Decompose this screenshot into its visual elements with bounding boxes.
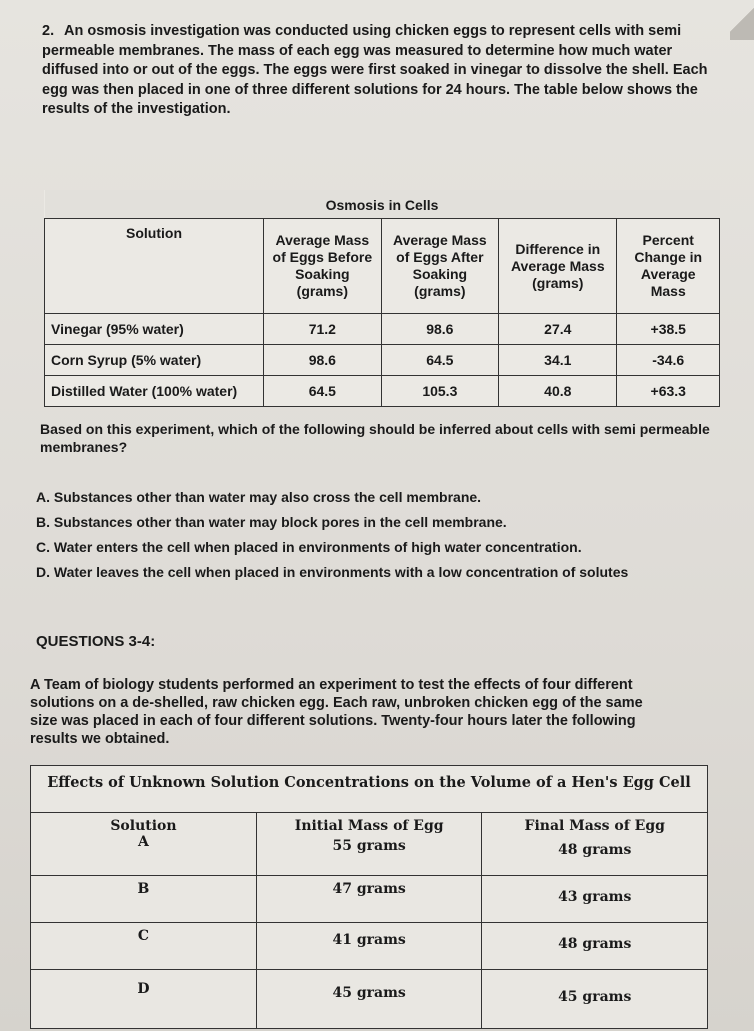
answer-options: [36, 488, 726, 588]
header-final-mass: Final Mass of Egg: [524, 818, 665, 834]
cell-percent-change: +38.5: [617, 314, 720, 345]
cell-mass-before: 98.6: [264, 345, 382, 376]
header-initial-mass: Initial Mass of Egg: [294, 818, 444, 834]
egg-volume-table-title: Effects of Unknown Solution Concentrations on the Volume of a Hen's Egg Cell: [31, 766, 708, 813]
header-solution-2: Solution: [110, 818, 177, 834]
initial-mass-cell: [256, 813, 482, 876]
final-mass-cell: [482, 813, 708, 876]
table-row: [31, 813, 708, 876]
osmosis-table-header-row: [45, 219, 720, 314]
cell-mass-before: 71.2: [264, 314, 382, 345]
cell-final-mass: 48 grams: [558, 842, 632, 858]
cell-final-mass: 43 grams: [558, 889, 632, 905]
cell-difference: 27.4: [499, 314, 617, 345]
cell-solution: A: [138, 834, 149, 850]
header-difference: Difference in Average Mass (grams): [499, 219, 617, 314]
table-row: [45, 314, 720, 345]
cell-solution: B: [137, 881, 150, 897]
header-solution: Solution: [45, 219, 264, 314]
cell-mass-before: 64.5: [264, 376, 382, 407]
table-row: [45, 345, 720, 376]
option-a[interactable]: A. Substances other than water may also cross the cell membrane.: [36, 489, 482, 505]
cell-initial-mass: 41 grams: [332, 932, 406, 948]
cell-solution: Vinegar (95% water): [45, 314, 264, 345]
cell-final-mass: 45 grams: [558, 989, 632, 1005]
table-row: [31, 970, 708, 1029]
table-row: [31, 876, 708, 923]
solution-cell: [31, 813, 257, 876]
osmosis-table: [44, 190, 720, 407]
questions-3-4-paragraph: A Team of biology students performed an experiment to test the effects of four different solutions on a de-shelled, raw chicken egg. Each raw, unbroken chicken egg of the same size was placed in each of four different solutions. Twenty-four hours later the following results we obtained.: [30, 677, 643, 747]
section-title: QUESTIONS 3-4:: [36, 633, 156, 650]
cell-solution: D: [137, 981, 150, 997]
cell-difference: 40.8: [499, 376, 617, 407]
header-percent-change: Percent Change in Average Mass: [617, 219, 720, 314]
cell-percent-change: -34.6: [617, 345, 720, 376]
cell-difference: 34.1: [499, 345, 617, 376]
cell-solution: C: [137, 928, 150, 944]
question-2: [42, 22, 722, 120]
cell-final-mass: 48 grams: [558, 936, 632, 952]
cell-initial-mass: 45 grams: [332, 985, 406, 1001]
question-prompt: Based on this experiment, which of the following should be inferred about cells with semi permeable membranes?: [40, 421, 710, 455]
table-row: [45, 376, 720, 407]
cell-mass-after: 105.3: [381, 376, 499, 407]
egg-volume-table: [30, 765, 708, 1029]
question-2-text: An osmosis investigation was conducted using chicken eggs to represent cells with semi permeable membranes. The mass of each egg was measured to determine how much water diffused into or out of the eggs. The eggs were first soaked in vinegar to dissolve the shell. Each egg was then placed in one of three different solutions for 24 hours. The table below shows the results of the investigation.: [42, 23, 708, 117]
header-mass-after: Average Mass of Eggs After Soaking (grams): [381, 219, 499, 314]
cell-mass-after: 98.6: [381, 314, 499, 345]
option-c[interactable]: C. Water enters the cell when placed in environments of high water concentration.: [36, 539, 582, 555]
cell-solution: Distilled Water (100% water): [45, 376, 264, 407]
cell-solution: Corn Syrup (5% water): [45, 345, 264, 376]
table-row: [31, 923, 708, 970]
page-corner-fold: [730, 0, 754, 40]
cell-initial-mass: 47 grams: [332, 881, 406, 897]
cell-percent-change: +63.3: [617, 376, 720, 407]
osmosis-table-caption: Osmosis in Cells: [45, 190, 720, 219]
cell-initial-mass: 55 grams: [332, 838, 406, 854]
header-mass-before: Average Mass of Eggs Before Soaking (grams): [264, 219, 382, 314]
cell-mass-after: 64.5: [381, 345, 499, 376]
question-number: 2.: [42, 23, 55, 39]
option-d[interactable]: D. Water leaves the cell when placed in environments with a low concentration of solutes: [36, 564, 629, 580]
option-b[interactable]: B. Substances other than water may block pores in the cell membrane.: [36, 514, 507, 530]
